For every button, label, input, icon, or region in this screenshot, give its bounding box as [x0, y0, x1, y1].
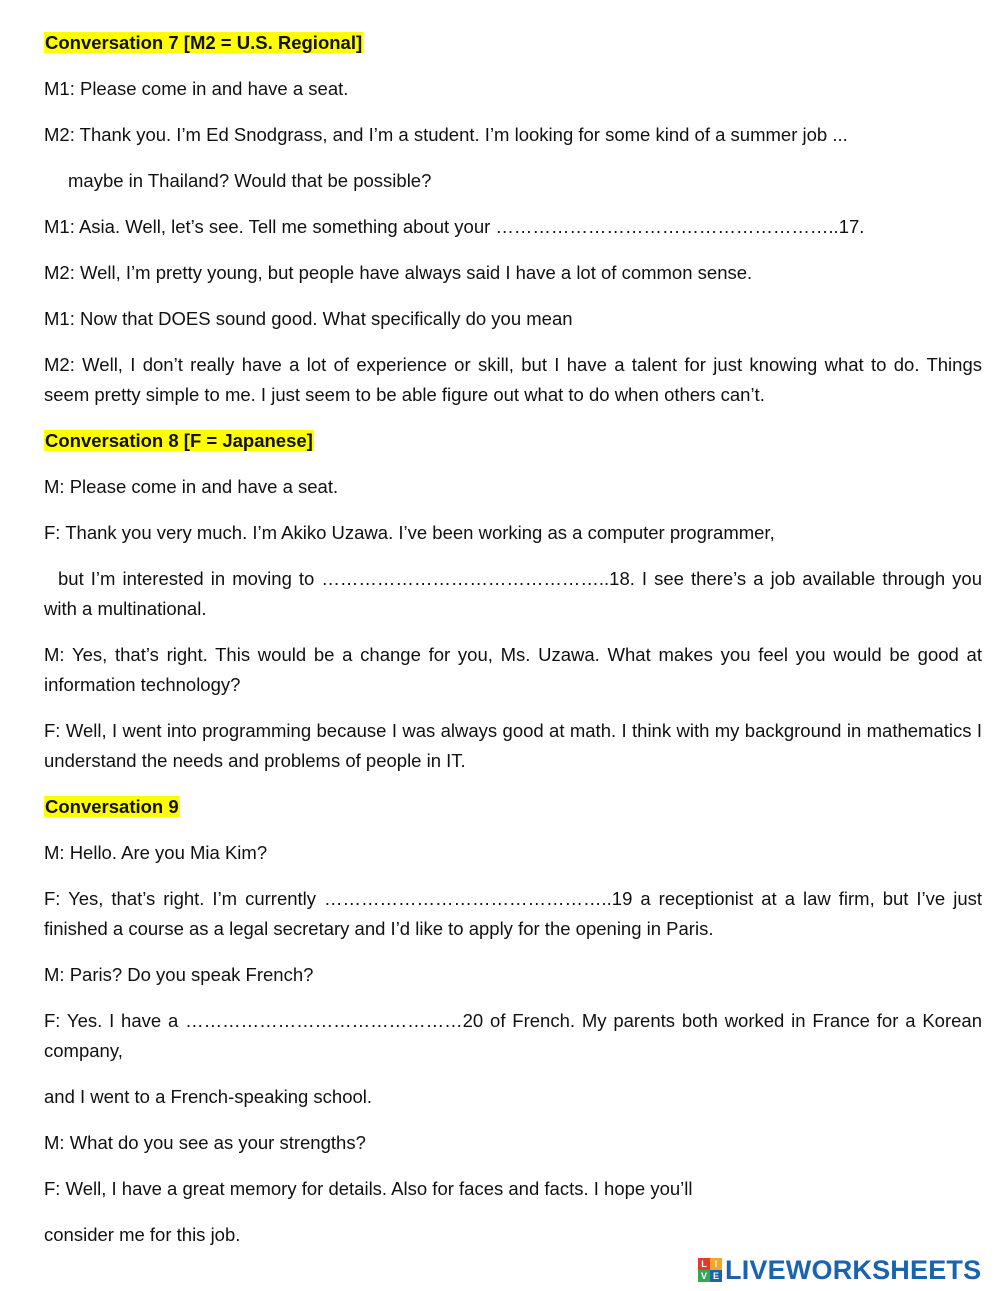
dialogue-paragraph: M2: Well, I don’t really have a lot of experience or skill, but I have a talent for just knowing what to do. Things seem pretty simple to me. I just seem to be able figure out what to do when others can’t.	[44, 354, 982, 405]
dialogue-line: M: Paris? Do you speak French?	[44, 964, 314, 985]
dialogue-line: M2: Well, I’m pretty young, but people have always said I have a lot of common sense.	[44, 262, 753, 283]
dialogue-paragraph-blank-18: but I’m interested in moving to ………………………………………..18. I see there’s a job available through you with a multinational.	[44, 568, 982, 619]
dialogue-line: M: Please come in and have a seat.	[44, 476, 339, 497]
dialogue-line: M1: Now that DOES sound good. What specifically do you mean	[44, 308, 573, 329]
dialogue-line: F: Thank you very much. I’m Akiko Uzawa. I’ve been working as a computer programmer,	[44, 522, 775, 543]
logo-mark-letter: I	[710, 1258, 722, 1270]
dialogue-line: consider me for this job.	[44, 1224, 241, 1245]
dialogue-paragraph: F: Well, I went into programming because I was always good at math. I think with my background in mathematics I understand the needs and problems of people in IT.	[44, 720, 982, 771]
logo-mark-letter: V	[698, 1270, 710, 1282]
liveworksheets-wordmark: LIVEWORKSHEETS	[725, 1254, 982, 1285]
dialogue-paragraph: M: Yes, that’s right. This would be a change for you, Ms. Uzawa. What makes you feel you would be good at information technology?	[44, 644, 982, 695]
conversation-8-heading-row	[44, 426, 982, 456]
dialogue-paragraph-blank-20: F: Yes. I have a ………………………………………20 of French. My parents both worked in France for a Korean company,	[44, 1010, 982, 1061]
dialogue-line: M1: Please come in and have a seat.	[44, 78, 349, 99]
conversation-7-heading: Conversation 7 [M2 = U.S. Regional]	[45, 32, 363, 53]
dialogue-paragraph-blank-19: F: Yes, that’s right. I’m currently ………………………………………..19 a receptionist at a law firm, but I’ve just finished a course as a legal secretary and I’d like to apply for the opening in Paris.	[44, 888, 982, 939]
conversation-9-heading-row	[44, 792, 982, 822]
conversation-7-heading-row	[44, 28, 982, 58]
logo-mark-letter: L	[698, 1258, 710, 1270]
dialogue-line-blank-17: M1: Asia. Well, let’s see. Tell me something about your ………………………………………………..17.	[44, 216, 865, 237]
conversation-9-heading: Conversation 9	[45, 796, 179, 817]
conversation-8-heading: Conversation 8 [F = Japanese]	[45, 430, 313, 451]
liveworksheets-logo	[698, 1255, 981, 1285]
dialogue-line: and I went to a French-speaking school.	[44, 1086, 373, 1107]
dialogue-line: M: What do you see as your strengths?	[44, 1132, 366, 1153]
dialogue-line: M: Hello. Are you Mia Kim?	[44, 842, 268, 863]
dialogue-line: maybe in Thailand? Would that be possible?	[68, 170, 432, 191]
liveworksheets-mark-icon	[698, 1258, 722, 1282]
dialogue-line: F: Well, I have a great memory for details. Also for faces and facts. I hope you’ll	[44, 1178, 693, 1199]
dialogue-line: M2: Thank you. I’m Ed Snodgrass, and I’m a student. I’m looking for some kind of a summer job ...	[44, 124, 848, 145]
logo-mark-letter: E	[710, 1270, 722, 1282]
